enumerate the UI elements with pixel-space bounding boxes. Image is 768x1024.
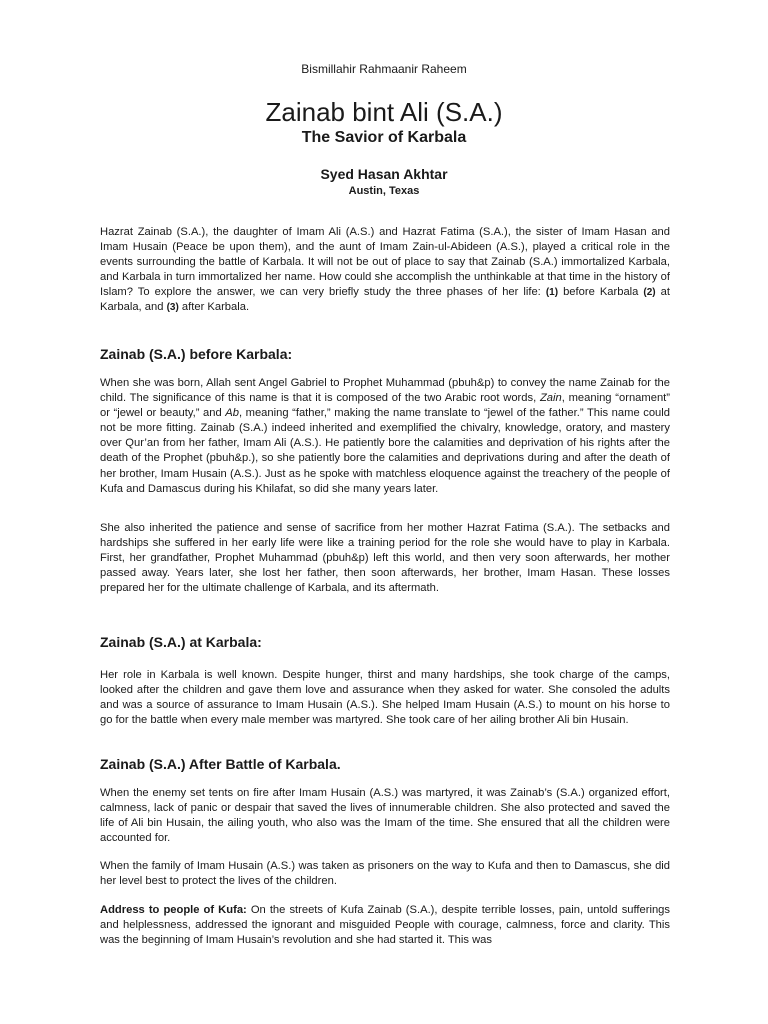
section-heading-at-karbala: Zainab (S.A.) at Karbala: — [100, 634, 262, 650]
page-title: Zainab bint Ali (S.A.) — [265, 97, 503, 127]
phase-1-text: before Karbala — [558, 286, 644, 299]
intro-paragraph — [100, 225, 670, 316]
after-karbala-paragraph-1: When the enemy set tents on fire after Imam Husain (A.S.) was martyred, it was Zainab’s (S.A.) organized effort, calmness, lack of panic or despair that saved the lives of innumerable children. She also protected and saved the life of Ali bin Husain, the ailing youth, who also was the Imam of the time. She ensured that all the children were accounted for. — [100, 787, 670, 845]
before-karbala-p1-part-c: , meaning “father,” making the name translate to “jewel of the father.” This name could not be more fitting. Zainab (S.A.) indeed inherited and exemplified the chivalry, knowledge, oratory, and mastery over Qur’an from her father, Imam Ali (A.S.). He patiently bore the calamities and deprivation of his rights after the death of the Prophet (pbuh&p.), so she patiently bore the calamities and deprivations during and after the death of her brother, Imam Husain (A.S.). Just as he spoke with matchless eloquence against the treachery of the people of Kufa and Damascus during his Khilafat, so did she many years later. — [100, 407, 670, 495]
author-name: Syed Hasan Akhtar — [320, 166, 448, 182]
phase-1-number: (1) — [545, 287, 559, 299]
section-heading-after-karbala: Zainab (S.A.) After Battle of Karbala. — [100, 756, 341, 772]
word-zain: Zain — [539, 392, 562, 405]
address-kufa-label: Address to people of Kufa: — [100, 904, 247, 916]
intro-text: Hazrat Zainab (S.A.), the daughter of Imam Ali (A.S.) and Hazrat Fatima (S.A.), the sister of Imam Hasan and Imam Husain (Peace be upon them), and the aunt of Imam Zain-ul-Abideen (A.S.), played a critical role in the events surrounding the battle of Karbala. It will not be out of place to say that Zainab (S.A.) immortalized Karbala, and Karbala in turn immortalized her name. How could she accomplish the unthinkable at that time in the history of Islam? To explore the answer, we can very briefly study the three phases of her life: — [100, 226, 670, 299]
address-kufa-text: On the streets of Kufa Zainab (S.A.), despite terrible losses, pain, untold sufferings and helplessness, addressed the ignorant and misguided People with courage, calmness, force and clarity. This was the beginning of Imam Husain’s revolution and she had started it. This was — [100, 904, 670, 947]
word-ab: Ab — [225, 407, 239, 420]
page-subtitle: The Savior of Karbala — [301, 129, 467, 146]
phase-3-text: after Karbala. — [178, 301, 250, 314]
before-karbala-p1-part-a: When she was born, Allah sent Angel Gabriel to Prophet Muhammad (pbuh&p) to convey the name Zainab for the child. The significance of this name is that it is composed of the two Arabic root words, — [100, 377, 670, 405]
basmala: Bismillahir Rahmaanir Raheem — [301, 62, 467, 76]
address-kufa-paragraph — [100, 903, 670, 948]
at-karbala-paragraph: Her role in Karbala is well known. Despite hunger, thirst and many hardships, she took charge of the camps, looked after the children and gave them love and assurance when they asked for water. She consoled the adults and was a source of assurance to Imam Husain (A.S.). She helped Imam Husain (A.S.) to mount on his horse to go for the battle when every male member was martyred. She took care of her ailing brother Ali bin Husain. — [100, 669, 670, 727]
author-location: Austin, Texas — [348, 185, 420, 197]
before-karbala-paragraph-2: She also inherited the patience and sense of sacrifice from her mother Hazrat Fatima (S.A.). The setbacks and hardships she suffered in her early life were like a training period for the role she would have to play in Karbala. First, her grandfather, Prophet Muhammad (pbuh&p) left this world, and then very soon afterwards, her mother passed away. Years later, she lost her father, then soon afterwards, her brother, Imam Hasan. These losses prepared her for the ultimate challenge of Karbala, and its aftermath. — [100, 522, 670, 595]
after-karbala-paragraph-2: When the family of Imam Husain (A.S.) was taken as prisoners on the way to Kufa and then to Damascus, she did her level best to protect the lives of the children. — [100, 860, 670, 888]
phase-2-text: at Karbala, and — [100, 286, 670, 314]
phase-2-number: (2) — [643, 287, 656, 299]
before-karbala-p1-part-b: , meaning “ornament” or “jewel or beauty,” and — [100, 392, 670, 420]
phase-3-number: (3) — [166, 302, 179, 314]
before-karbala-paragraph-1 — [100, 376, 670, 497]
section-heading-before-karbala: Zainab (S.A.) before Karbala: — [100, 346, 293, 362]
